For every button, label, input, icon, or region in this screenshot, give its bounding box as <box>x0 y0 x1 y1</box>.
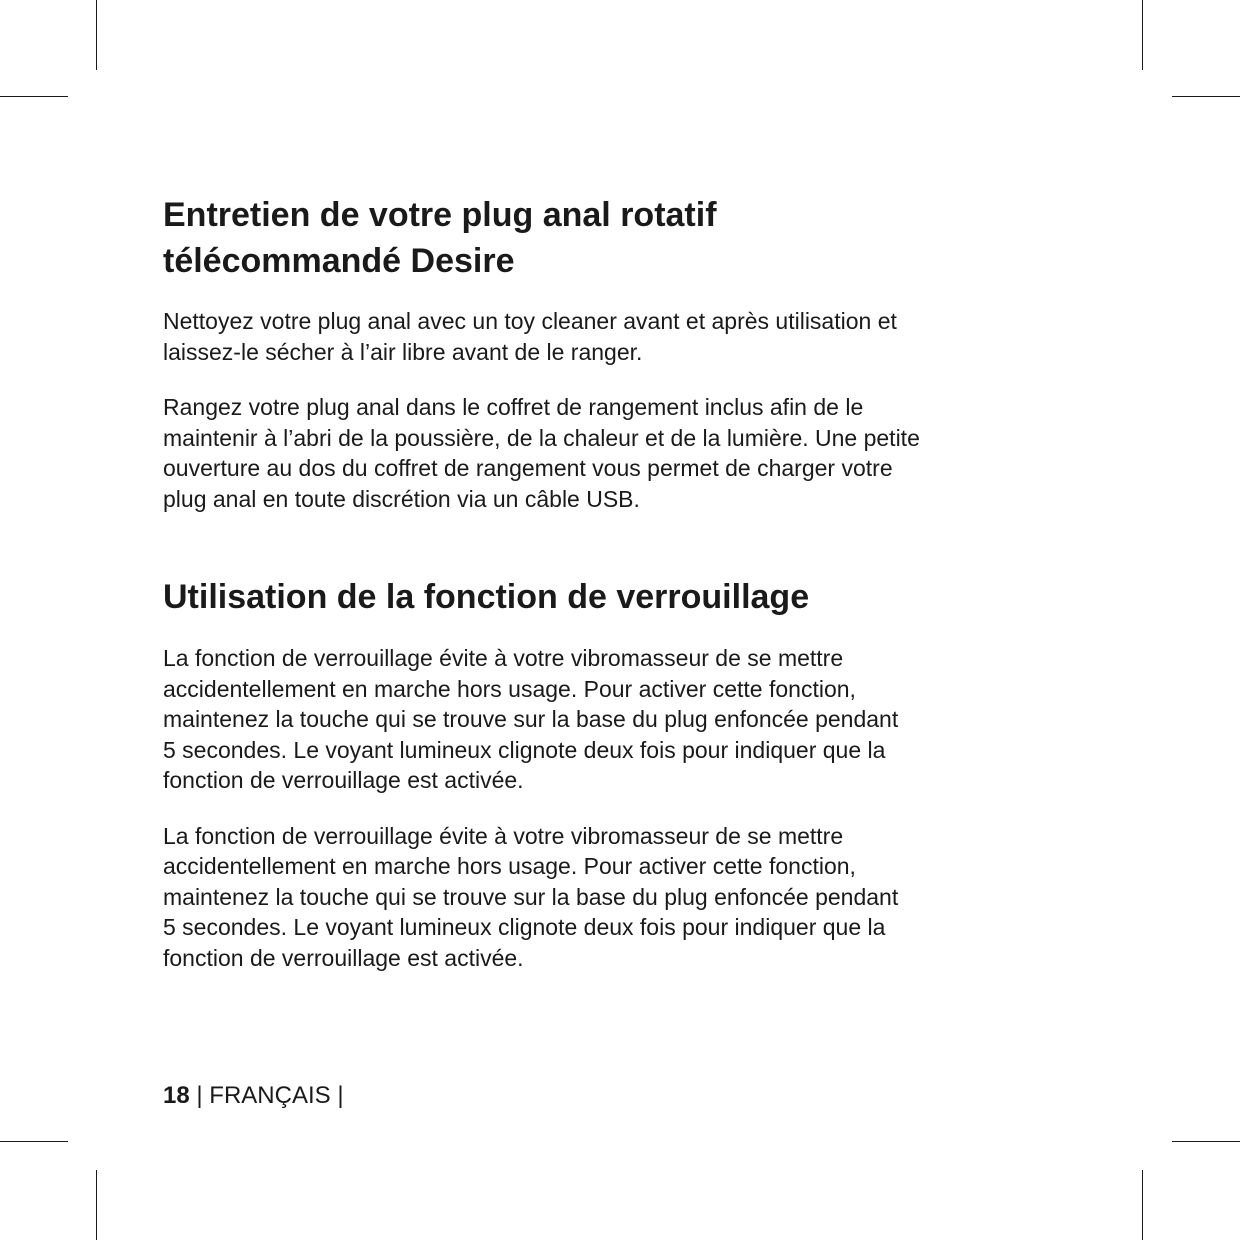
paragraph-line: 5 secondes. Le voyant lumineux clignote deux fois pour indiquer que la <box>163 914 886 940</box>
paragraph-line: ouverture au dos du coffret de rangement vous permet de charger votre <box>163 455 893 481</box>
crop-mark-bottom-right-vertical <box>1142 1170 1143 1240</box>
crop-mark-top-right-vertical <box>1142 0 1143 70</box>
care-paragraph-storage <box>163 392 1023 514</box>
paragraph-line: Rangez votre plug anal dans le coffret de rangement inclus afin de le <box>163 394 864 420</box>
page-content <box>163 192 1023 973</box>
crop-mark-bottom-left-vertical <box>96 1170 97 1240</box>
paragraph-line: accidentellement en marche hors usage. Pour activer cette fonction, <box>163 675 856 702</box>
paragraph-line: La fonction de verrouillage évite à votre vibromasseur de se mettre <box>163 822 844 849</box>
footer-separator: | <box>196 1082 203 1109</box>
paragraph-line: 5 secondes. Le voyant lumineux clignote deux fois pour indiquer que la <box>163 736 886 763</box>
footer-language: FRANÇAIS <box>209 1082 331 1109</box>
crop-mark-top-left-vertical <box>96 0 97 70</box>
lock-paragraph-2 <box>163 821 1023 974</box>
care-paragraph-cleaning <box>163 306 1023 367</box>
paragraph-line: plug anal en toute discrétion via un câble USB. <box>163 485 640 512</box>
paragraph-line: maintenez la touche qui se trouve sur la base du plug enfoncée pendant <box>163 883 899 910</box>
crop-mark-bottom-left-horizontal <box>0 1141 68 1142</box>
paragraph-line: fonction de verrouillage est activée. <box>163 944 524 971</box>
crop-mark-bottom-right-horizontal <box>1172 1141 1240 1142</box>
section-title-care <box>163 192 1023 284</box>
crop-mark-top-right-horizontal <box>1172 96 1240 97</box>
crop-mark-top-left-horizontal <box>0 96 68 97</box>
paragraph-line: maintenez la touche qui se trouve sur la base du plug enfoncée pendant <box>163 706 899 732</box>
section-title-care-line: télécommandé Desire <box>163 242 515 280</box>
paragraph-line: laissez-le sécher à l’air libre avant de le ranger. <box>163 338 643 365</box>
section-title-lock: Utilisation de la fonction de verrouillage <box>163 578 810 616</box>
paragraph-line: fonction de verrouillage est activée. <box>163 767 524 793</box>
paragraph-line: accidentellement en marche hors usage. Pour activer cette fonction, <box>163 853 856 879</box>
paragraph-line: La fonction de verrouillage évite à votre vibromasseur de se mettre <box>163 645 844 671</box>
lock-paragraph-1 <box>163 643 1023 796</box>
paragraph-line: Nettoyez votre plug anal avec un toy cleaner avant et après utilisation et <box>163 308 897 334</box>
footer-separator: | <box>337 1082 344 1109</box>
section-title-care-line: Entretien de votre plug anal rotatif <box>163 196 717 234</box>
page-footer <box>163 1078 344 1114</box>
page-number: 18 <box>163 1082 190 1109</box>
paragraph-line: maintenir à l’abri de la poussière, de la chaleur et de la lumière. Une petite <box>163 424 920 451</box>
